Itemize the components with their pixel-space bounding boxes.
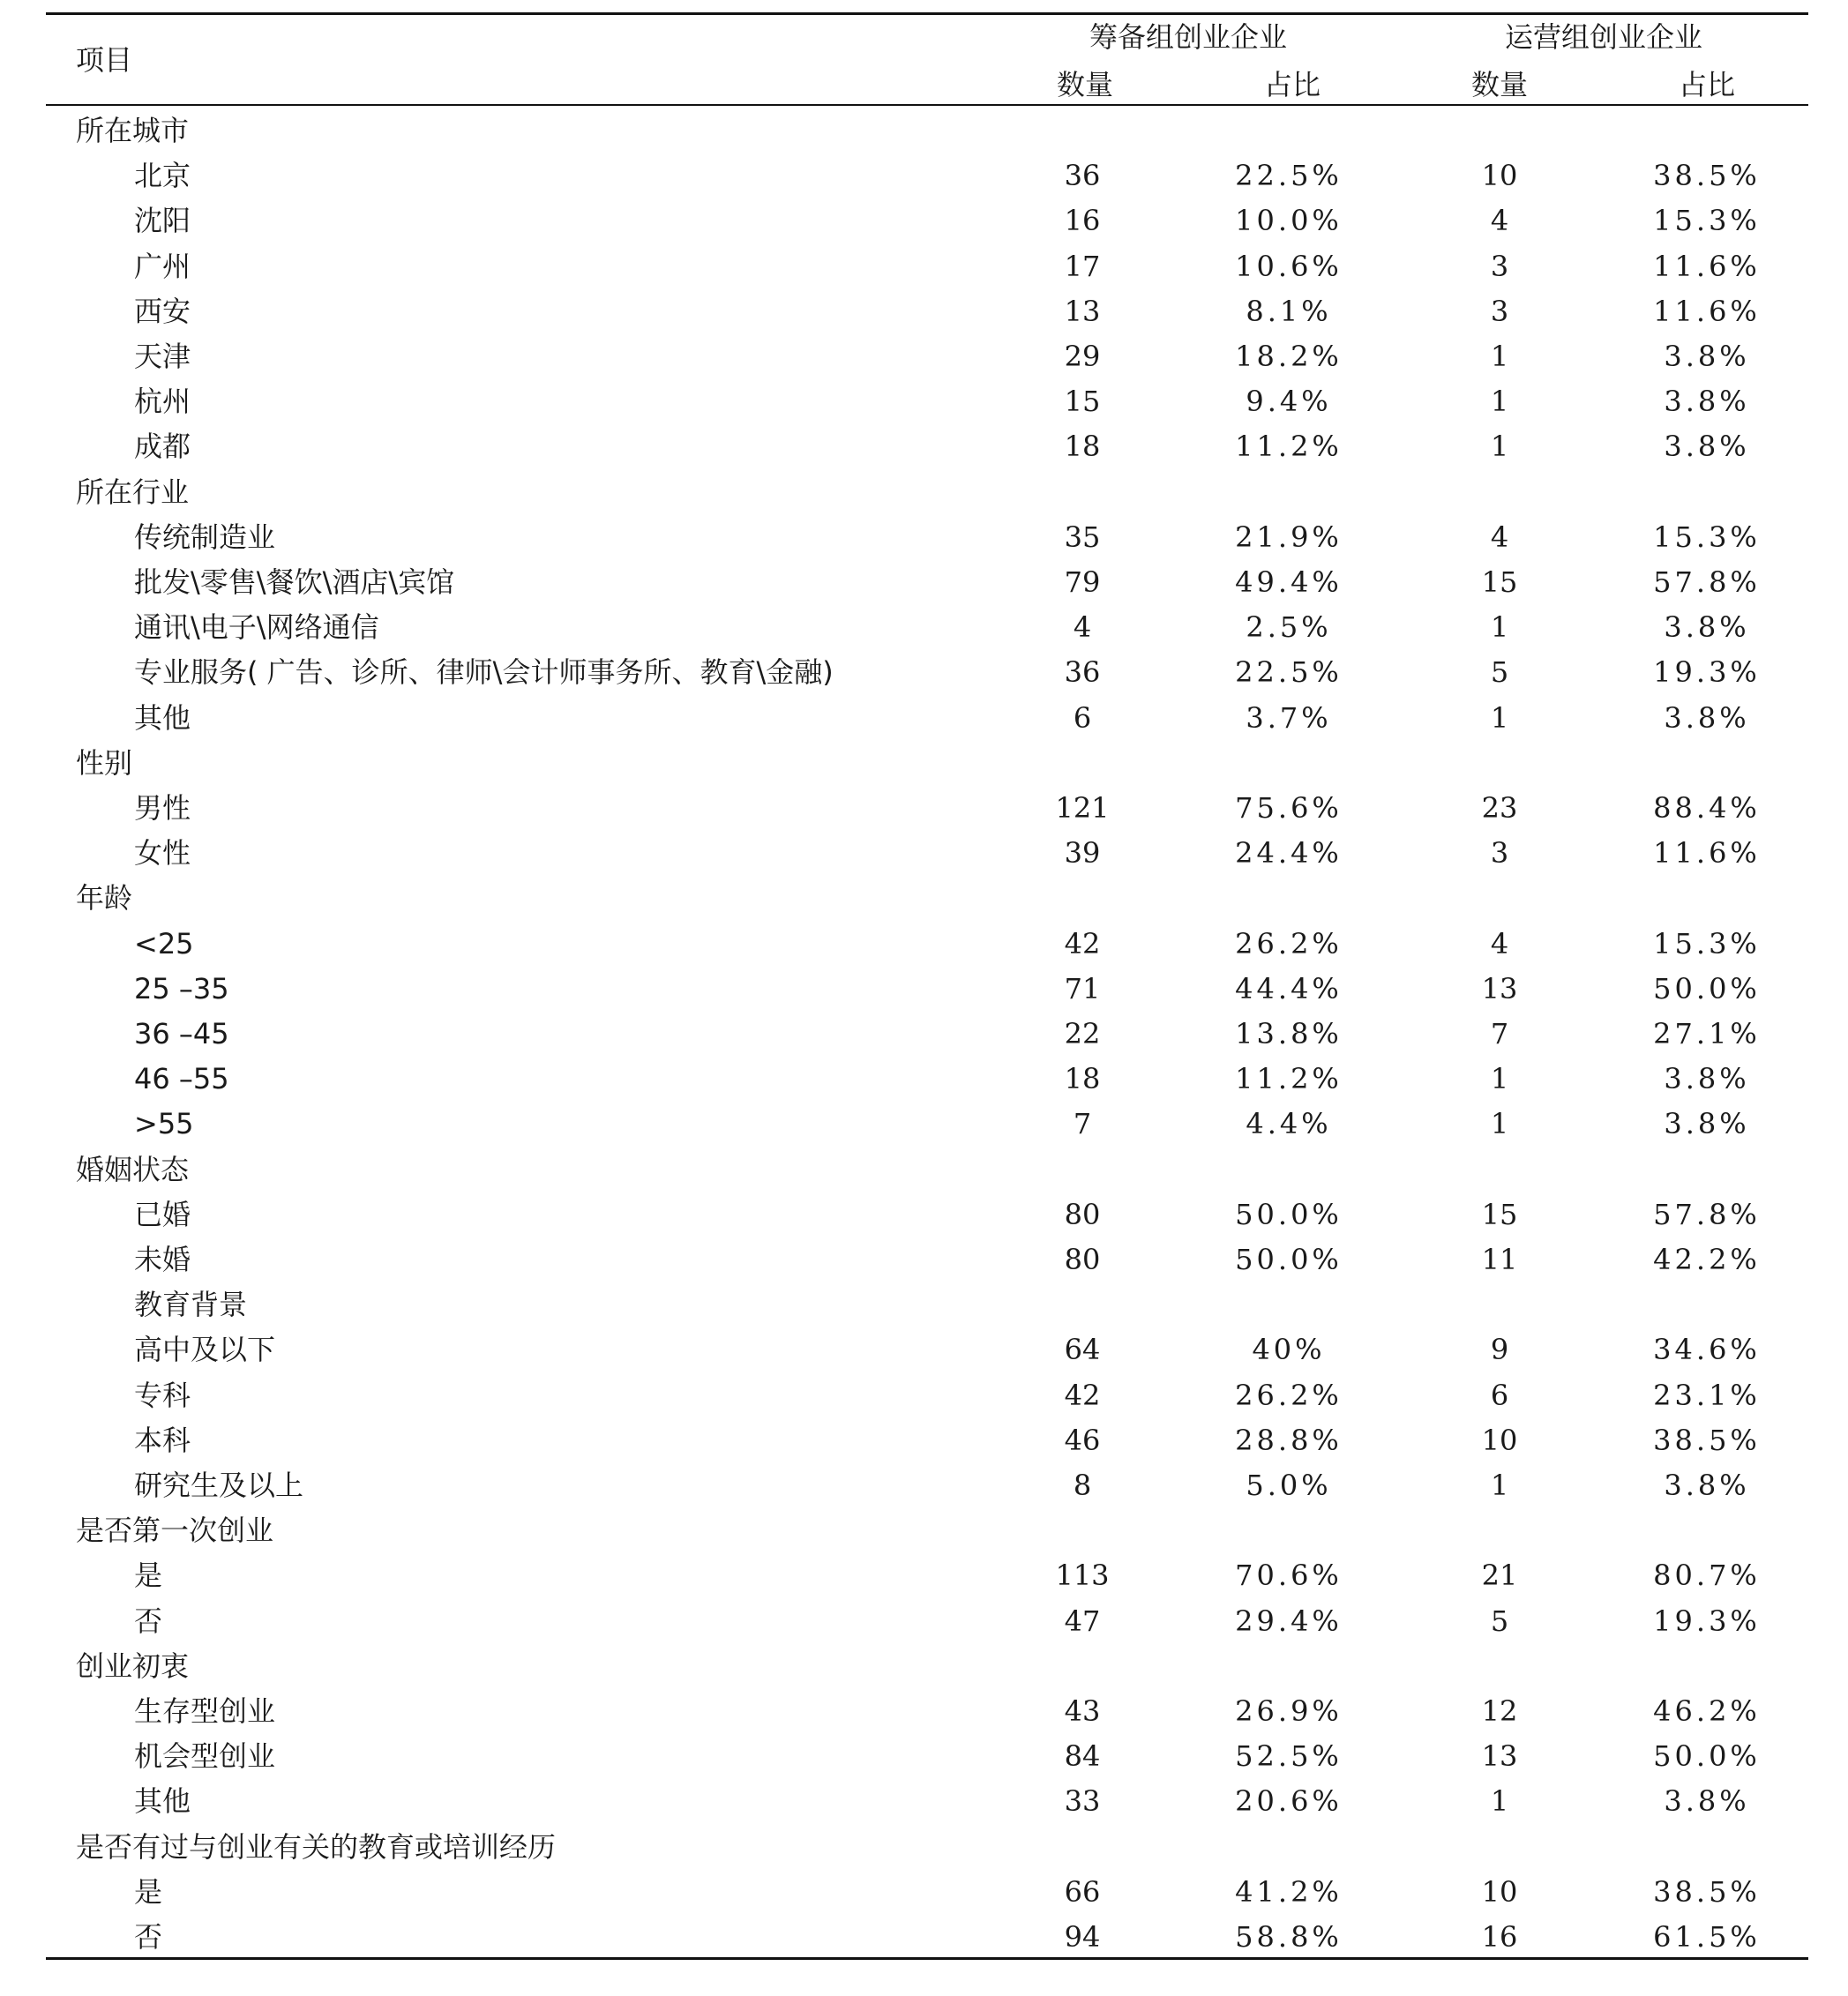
count-cell: 33 [1064,1784,1101,1818]
ratio-cell: 29.4% [1235,1604,1343,1638]
ratio-cell: 8.1% [1246,295,1332,328]
ratio-cell: 88.4% [1653,791,1761,825]
ratio-cell: 13.8% [1235,1017,1343,1050]
ratio-cell: 50.0% [1235,1198,1343,1231]
ratio-cell: 24.4% [1235,836,1343,870]
count-cell: 1 [1490,340,1509,373]
row-label: 天津 [134,340,191,373]
header-group2: 运营组创业企业 [1504,20,1703,54]
ratio-cell: 42.2% [1653,1243,1761,1276]
row-label: 未婚 [134,1243,191,1276]
header-item: 项目 [76,43,133,77]
header-group1: 筹备组创业企业 [1089,20,1288,54]
count-cell: 17 [1064,250,1101,283]
count-cell: 4 [1490,204,1509,237]
row-label: 机会型创业 [134,1739,276,1773]
section-label: 是否有过与创业有关的教育或培训经历 [76,1830,557,1864]
ratio-cell: 22.5% [1235,655,1343,689]
row-label: 专业服务( 广告、诊所、律师\会计师事务所、教育\金融) [134,655,834,689]
ratio-cell: 3.8% [1664,340,1750,373]
ratio-cell: 2.5% [1246,610,1332,644]
ratio-cell: 15.3% [1653,204,1761,237]
count-cell: 18 [1064,430,1101,463]
count-cell: 1 [1490,430,1509,463]
header-group2-count: 数量 [1470,68,1529,101]
ratio-cell: 50.0% [1235,1243,1343,1276]
section-label: 所在城市 [76,114,190,147]
count-cell: 29 [1064,340,1101,373]
count-cell: 43 [1064,1694,1101,1728]
ratio-cell: 26.9% [1235,1694,1343,1728]
row-label: 研究生及以上 [134,1469,304,1502]
count-cell: 1 [1490,1062,1509,1095]
count-cell: 66 [1064,1875,1101,1909]
count-cell: 11 [1481,1243,1518,1276]
ratio-cell: 46.2% [1653,1694,1761,1728]
ratio-cell: 49.4% [1235,565,1343,599]
count-cell: 94 [1064,1920,1101,1954]
ratio-cell: 61.5% [1653,1920,1761,1954]
ratio-cell: 11.2% [1235,1062,1343,1095]
count-cell: 18 [1064,1062,1101,1095]
ratio-cell: 3.8% [1664,610,1750,644]
row-label: <25 [134,927,194,961]
section-label: 性别 [76,746,133,780]
ratio-cell: 28.8% [1235,1424,1343,1457]
ratio-cell: 44.4% [1235,972,1343,1005]
header-group1-ratio: 占比 [1263,68,1321,101]
row-label: 否 [134,1604,163,1638]
row-label: 其他 [134,1784,191,1818]
count-cell: 47 [1064,1604,1101,1638]
count-cell: 80 [1064,1243,1101,1276]
ratio-cell: 15.3% [1653,520,1761,554]
ratio-cell: 3.8% [1664,701,1750,735]
count-cell: 3 [1490,250,1509,283]
row-label: 是 [134,1559,163,1592]
bottom-rule [46,1957,1808,1960]
count-cell: 10 [1481,1875,1518,1909]
ratio-cell: 50.0% [1653,972,1761,1005]
row-label: 本科 [134,1424,191,1457]
count-cell: 1 [1490,385,1509,418]
ratio-cell: 75.6% [1235,791,1343,825]
count-cell: 4 [1073,610,1092,644]
row-label: 教育背景 [134,1288,248,1321]
ratio-cell: 58.8% [1235,1920,1343,1954]
ratio-cell: 3.8% [1664,1107,1750,1140]
row-label: 传统制造业 [134,520,276,554]
section-label: 年龄 [76,881,133,915]
count-cell: 35 [1064,520,1101,554]
ratio-cell: 3.8% [1664,385,1750,418]
ratio-cell: 21.9% [1235,520,1343,554]
ratio-cell: 23.1% [1653,1379,1761,1412]
ratio-cell: 18.2% [1235,340,1343,373]
row-label: 男性 [134,791,191,825]
ratio-cell: 3.8% [1664,1784,1750,1818]
row-label: 46 –55 [134,1062,229,1095]
header-group2-ratio: 占比 [1678,68,1736,101]
ratio-cell: 3.8% [1664,1062,1750,1095]
section-label: 婚姻状态 [76,1153,190,1186]
count-cell: 80 [1064,1198,1101,1231]
ratio-cell: 3.8% [1664,430,1750,463]
row-label: 25 –35 [134,972,229,1005]
count-cell: 1 [1490,610,1509,644]
row-label: 女性 [134,836,191,870]
row-label: 其他 [134,701,191,735]
count-cell: 7 [1490,1017,1509,1050]
count-cell: 36 [1064,655,1101,689]
count-cell: 46 [1064,1424,1101,1457]
count-cell: 15 [1481,565,1518,599]
count-cell: 42 [1064,1379,1101,1412]
ratio-cell: 3.7% [1246,701,1332,735]
ratio-cell: 19.3% [1653,655,1761,689]
ratio-cell: 9.4% [1246,385,1332,418]
count-cell: 36 [1064,159,1101,192]
count-cell: 121 [1055,791,1110,825]
count-cell: 64 [1064,1333,1101,1366]
ratio-cell: 70.6% [1235,1559,1343,1592]
ratio-cell: 10.6% [1235,250,1343,283]
count-cell: 3 [1490,295,1509,328]
count-cell: 10 [1481,159,1518,192]
count-cell: 39 [1064,836,1101,870]
count-cell: 84 [1064,1739,1101,1773]
ratio-cell: 11.6% [1653,250,1761,283]
count-cell: 16 [1064,204,1101,237]
header-group1-count: 数量 [1056,68,1114,101]
count-cell: 4 [1490,520,1509,554]
count-cell: 1 [1490,1469,1509,1502]
ratio-cell: 10.0% [1235,204,1343,237]
count-cell: 5 [1490,655,1509,689]
count-cell: 13 [1481,972,1518,1005]
ratio-cell: 19.3% [1653,1604,1761,1638]
ratio-cell: 34.6% [1653,1333,1761,1366]
row-label: 沈阳 [134,204,191,237]
ratio-cell: 41.2% [1235,1875,1343,1909]
count-cell: 79 [1064,565,1101,599]
count-cell: 6 [1490,1379,1509,1412]
ratio-cell: 26.2% [1235,927,1343,961]
ratio-cell: 22.5% [1235,159,1343,192]
ratio-cell: 40% [1252,1333,1326,1366]
row-label: 西安 [134,295,191,328]
count-cell: 1 [1490,701,1509,735]
row-label: 北京 [134,159,191,192]
count-cell: 13 [1064,295,1101,328]
count-cell: 22 [1064,1017,1101,1050]
count-cell: 15 [1064,385,1101,418]
ratio-cell: 38.5% [1653,1424,1761,1457]
ratio-cell: 57.8% [1653,565,1761,599]
count-cell: 4 [1490,927,1509,961]
count-cell: 1 [1490,1107,1509,1140]
section-label: 是否第一次创业 [76,1514,274,1547]
row-label: 杭州 [134,385,191,418]
row-label: 是 [134,1875,163,1909]
count-cell: 23 [1481,791,1518,825]
count-cell: 7 [1073,1107,1092,1140]
ratio-cell: 20.6% [1235,1784,1343,1818]
ratio-cell: 11.6% [1653,295,1761,328]
count-cell: 12 [1481,1694,1518,1728]
count-cell: 16 [1481,1920,1518,1954]
row-label: 36 –45 [134,1017,229,1050]
count-cell: 10 [1481,1424,1518,1457]
ratio-cell: 11.6% [1653,836,1761,870]
ratio-cell: 15.3% [1653,927,1761,961]
count-cell: 3 [1490,836,1509,870]
ratio-cell: 5.0% [1246,1469,1332,1502]
row-label: 生存型创业 [134,1694,276,1728]
count-cell: 9 [1490,1333,1509,1366]
row-label: >55 [134,1107,194,1140]
ratio-cell: 50.0% [1653,1739,1761,1773]
row-label: 专科 [134,1379,191,1412]
ratio-cell: 52.5% [1235,1739,1343,1773]
count-cell: 5 [1490,1604,1509,1638]
row-label: 否 [134,1920,163,1954]
count-cell: 71 [1064,972,1101,1005]
ratio-cell: 38.5% [1653,159,1761,192]
ratio-cell: 27.1% [1653,1017,1761,1050]
count-cell: 13 [1481,1739,1518,1773]
count-cell: 8 [1073,1469,1092,1502]
ratio-cell: 80.7% [1653,1559,1761,1592]
ratio-cell: 57.8% [1653,1198,1761,1231]
ratio-cell: 3.8% [1664,1469,1750,1502]
ratio-cell: 11.2% [1235,430,1343,463]
count-cell: 113 [1055,1559,1110,1592]
count-cell: 21 [1481,1559,1518,1592]
section-label: 创业初衷 [76,1649,190,1683]
row-label: 成都 [134,430,191,463]
count-cell: 15 [1481,1198,1518,1231]
row-label: 批发\零售\餐饮\酒店\宾馆 [134,565,455,599]
row-label: 通讯\电子\网络通信 [134,610,379,644]
ratio-cell: 38.5% [1653,1875,1761,1909]
count-cell: 42 [1064,927,1101,961]
ratio-cell: 4.4% [1246,1107,1332,1140]
row-label: 已婚 [134,1198,191,1231]
count-cell: 1 [1490,1784,1509,1818]
row-label: 高中及以下 [134,1333,276,1366]
row-label: 广州 [134,250,191,283]
section-label: 所在行业 [76,475,190,509]
ratio-cell: 26.2% [1235,1379,1343,1412]
count-cell: 6 [1073,701,1092,735]
